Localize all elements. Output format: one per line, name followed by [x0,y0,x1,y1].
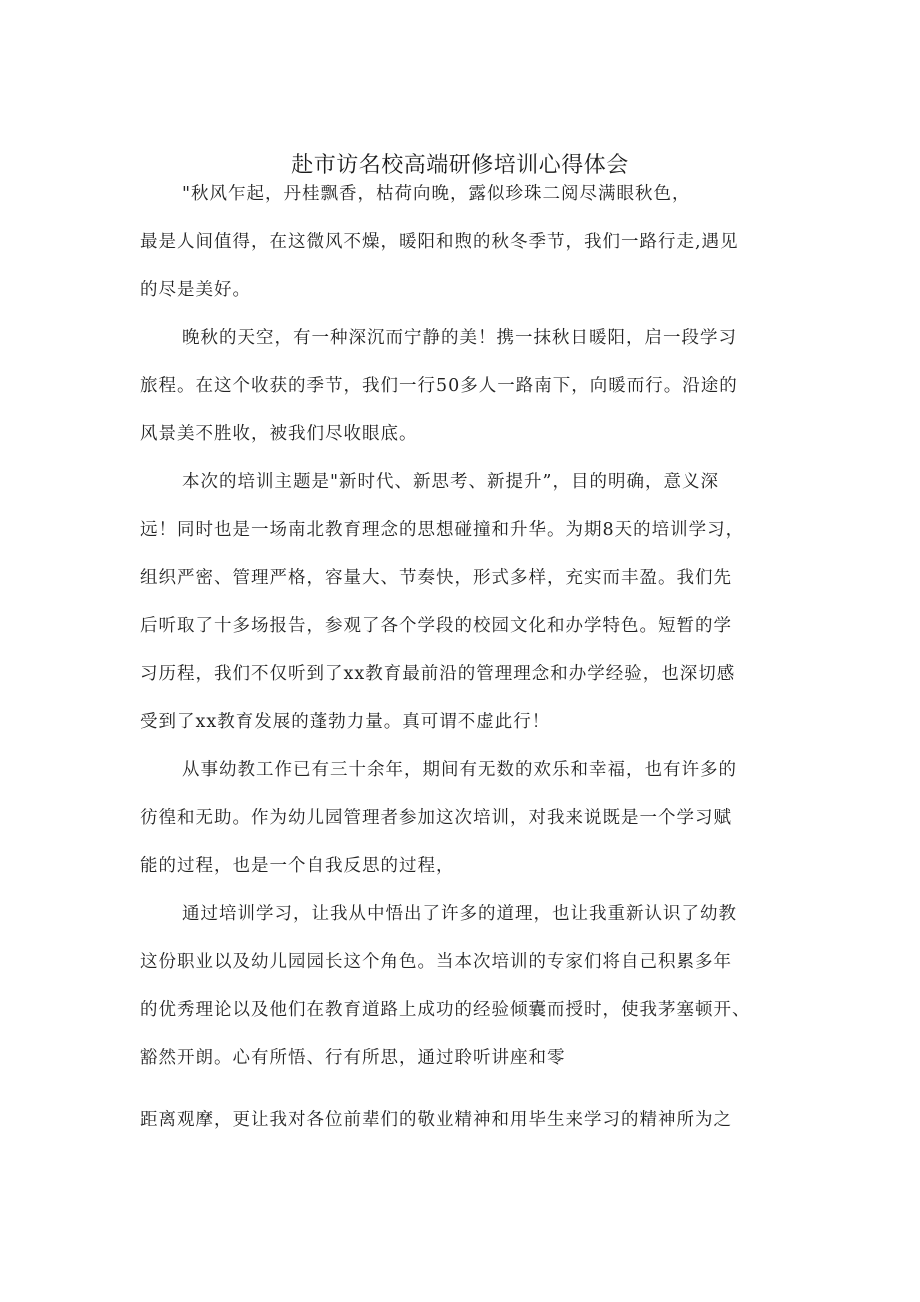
paragraph-line: 旅程。在这个收获的季节，我们一行50多人一路南下，向暖而行。沿途的 [140,376,738,396]
paragraph-line: 从事幼教工作已有三十余年，期间有无数的欢乐和幸福，也有许多的 [182,760,737,780]
paragraph-line: 彷徨和无助。作为幼儿园管理者参加这次培训，对我来说既是一个学习赋 [140,808,732,828]
paragraph-line: 远！同时也是一场南北教育理念的思想碰撞和升华。为期8天的培训学习， [140,520,745,540]
paragraph-line: 通过培训学习，让我从中悟出了许多的道理，也让我重新认识了幼教 [182,904,737,924]
paragraph-line: 能的过程，也是一个自我反思的过程， [140,856,455,876]
paragraph-line: 距离观摩，更让我对各位前辈们的敬业精神和用毕生来学习的精神所为之 [140,1110,732,1130]
paragraph-line: 的尽是美好。 [140,280,251,300]
paragraph-line: 豁然开朗。心有所悟、行有所思，通过聆听讲座和零 [140,1048,566,1068]
paragraph-line: 风景美不胜收，被我们尽收眼底。 [140,424,418,444]
document-title: 赴市访名校高端研修培训心得体会 [291,153,629,178]
paragraph-line: 受到了xx教育发展的蓬勃力量。真可谓不虚此行！ [140,712,551,732]
paragraph-line: 本次的培训主题是"新时代、新思考、新提升”，目的明确，意义深 [182,472,719,492]
paragraph-line: 最是人间值得，在这微风不燥，暖阳和煦的秋冬季节，我们一路行走,遇见 [140,232,739,252]
paragraph-line: 习历程，我们不仅听到了xx教育最前沿的管理理念和办学经验，也深切感 [140,664,736,684]
paragraph-line: 晚秋的天空，有一种深沉而宁静的美！携一抹秋日暖阳，启一段学习 [182,328,737,348]
paragraph-line: 这份职业以及幼儿园园长这个角色。当本次培训的专家们将自己积累多年 [140,952,732,972]
paragraph-line: 后听取了十多场报告，参观了各个学段的校园文化和办学特色。短暂的学 [140,616,732,636]
paragraph-line: 组织严密、管理严格，容量大、节奏快，形式多样，充实而丰盈。我们先 [140,568,732,588]
paragraph-line: "秋风乍起，丹桂飘香，枯荷向晚，露似珍珠二阅尽满眼秋色， [182,184,691,204]
paragraph-line: 的优秀理论以及他们在教育道路上成功的经验倾囊而授时，使我茅塞顿开、 [140,1000,751,1020]
